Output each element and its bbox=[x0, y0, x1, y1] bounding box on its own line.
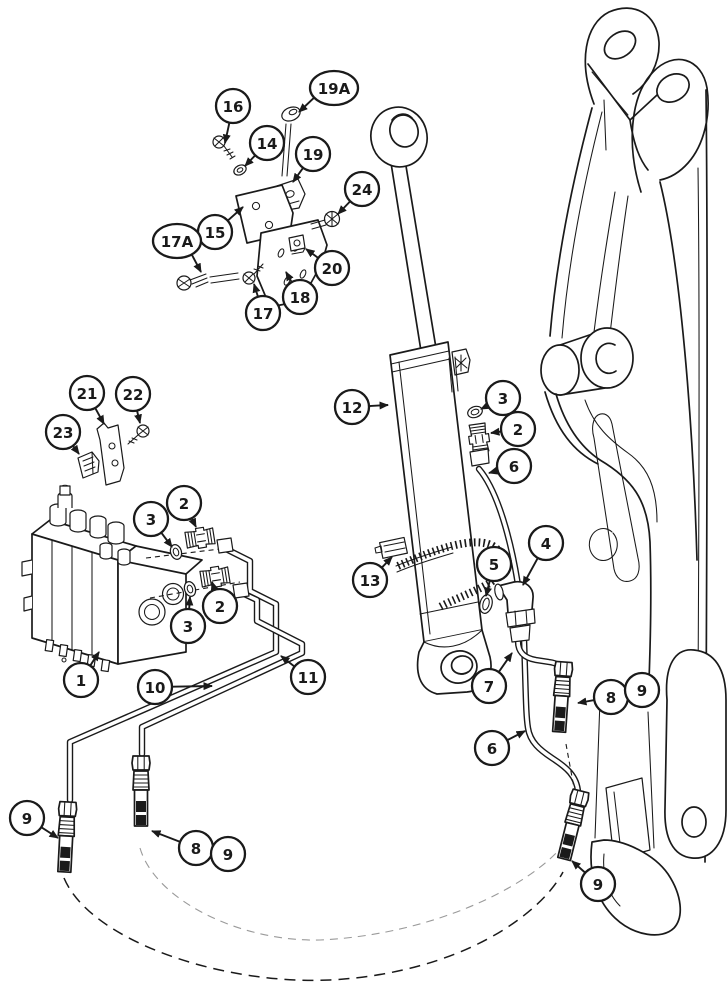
callout-12 bbox=[335, 390, 388, 424]
coupler-9-left bbox=[55, 802, 77, 873]
callout-2-label: 2 bbox=[512, 421, 524, 439]
callout-23-arrow bbox=[73, 446, 79, 454]
callout-12-label: 12 bbox=[341, 399, 363, 417]
tube-10-nut bbox=[233, 583, 249, 598]
fitting-2-valve-b bbox=[200, 565, 231, 589]
callout-3-label: 3 bbox=[145, 511, 157, 529]
callout-8-arrow bbox=[152, 831, 180, 842]
bolt-17A bbox=[177, 273, 239, 290]
callout-19-label: 19 bbox=[302, 146, 324, 164]
callout-9-label: 9 bbox=[222, 846, 234, 864]
callout-7-arrow bbox=[499, 653, 512, 672]
callout-21 bbox=[70, 376, 104, 424]
callout-24-label: 24 bbox=[351, 181, 373, 199]
callout-19A-label: 19A bbox=[317, 80, 351, 98]
bolt-22 bbox=[128, 425, 149, 444]
callout-6-arrow bbox=[489, 471, 498, 473]
callout-14-label: 14 bbox=[256, 135, 278, 153]
callout-7-label: 7 bbox=[483, 678, 495, 696]
callout-8-label: 8 bbox=[190, 840, 202, 858]
bracket-21 bbox=[97, 423, 124, 485]
callout-22 bbox=[116, 377, 150, 423]
callout-13-label: 13 bbox=[359, 572, 381, 590]
callout-6-arrow bbox=[507, 731, 525, 740]
callout-17-arrow bbox=[254, 284, 258, 297]
callout-24-arrow bbox=[338, 201, 350, 214]
callout-2-arrow bbox=[192, 518, 196, 527]
clamp-plate-parts bbox=[78, 423, 149, 485]
callout-2 bbox=[167, 486, 201, 527]
rod-eye bbox=[365, 101, 434, 173]
callout-8-label: 8 bbox=[605, 689, 617, 707]
callout-4-label: 4 bbox=[540, 535, 552, 553]
callout-17A-label: 17A bbox=[160, 233, 194, 251]
callout-1-label: 1 bbox=[75, 672, 87, 690]
callout-19A-arrow bbox=[299, 98, 314, 112]
callout-14 bbox=[245, 126, 284, 166]
callout-9 bbox=[211, 837, 245, 871]
callout-17A bbox=[153, 224, 201, 272]
callout-15 bbox=[198, 207, 243, 249]
tube-11-nut bbox=[217, 538, 233, 553]
callout-4-arrow bbox=[523, 558, 538, 585]
callout-20-label: 20 bbox=[321, 260, 343, 278]
callout-17-label: 17 bbox=[252, 305, 274, 323]
callout-3-arrow bbox=[161, 533, 172, 547]
callout-23-label: 23 bbox=[52, 424, 74, 442]
callout-10-label: 10 bbox=[144, 679, 166, 697]
coupler-9-bottom-right bbox=[555, 789, 589, 861]
callout-22-label: 22 bbox=[122, 386, 144, 404]
callout-6 bbox=[489, 449, 531, 483]
callout-16-arrow bbox=[225, 123, 229, 143]
callout-19 bbox=[293, 137, 330, 182]
callout-10-arrow bbox=[172, 686, 212, 687]
callout-8 bbox=[578, 680, 628, 714]
callout-9-label: 9 bbox=[636, 682, 648, 700]
callout-9-arrow bbox=[572, 861, 585, 873]
callout-5-label: 5 bbox=[488, 556, 500, 574]
callout-4 bbox=[523, 526, 563, 585]
callout-3 bbox=[481, 381, 520, 415]
callout-9 bbox=[625, 673, 659, 707]
elbow-fitting-4 bbox=[493, 582, 535, 642]
callout-8-arrow bbox=[578, 700, 594, 703]
callout-18-label: 18 bbox=[289, 289, 311, 307]
callout-21-label: 21 bbox=[76, 385, 98, 403]
callout-16 bbox=[216, 89, 250, 143]
relief-valve bbox=[58, 485, 72, 508]
cylinder-rod bbox=[391, 160, 436, 351]
callout-22-arrow bbox=[137, 411, 140, 423]
flex-hose-outer bbox=[64, 872, 563, 980]
callout-9-arrow bbox=[41, 827, 58, 838]
callout-12-arrow bbox=[369, 405, 388, 406]
callout-2-label: 2 bbox=[178, 495, 190, 513]
coupler-8-9-mid bbox=[132, 756, 150, 826]
callout-layer bbox=[10, 71, 659, 901]
callout-16-label: 16 bbox=[222, 98, 244, 116]
callout-15-label: 15 bbox=[204, 224, 226, 242]
callout-3-label: 3 bbox=[182, 618, 194, 636]
callout-14-arrow bbox=[245, 155, 255, 166]
callout-3-arrow bbox=[189, 597, 190, 609]
boom-arm-structure bbox=[541, 8, 726, 935]
callout-11 bbox=[281, 656, 325, 694]
o-ring-3-top bbox=[466, 404, 484, 419]
callout-21-arrow bbox=[95, 408, 104, 424]
callout-3-label: 3 bbox=[497, 390, 509, 408]
callout-19A bbox=[299, 71, 358, 112]
bolt-16 bbox=[213, 136, 235, 159]
callout-17A-arrow bbox=[192, 254, 201, 272]
callout-6-label: 6 bbox=[486, 740, 498, 758]
callout-1 bbox=[64, 652, 99, 697]
callout-3 bbox=[134, 502, 172, 547]
callout-9 bbox=[10, 801, 58, 838]
callout-11-label: 11 bbox=[297, 669, 319, 687]
callout-2 bbox=[491, 412, 535, 446]
callout-9-label: 9 bbox=[592, 876, 604, 894]
callout-24 bbox=[338, 172, 379, 214]
clip-23 bbox=[78, 452, 99, 478]
coupler-8-right bbox=[550, 661, 573, 732]
fitting-2-valve-a bbox=[185, 526, 216, 550]
callout-13 bbox=[353, 557, 392, 597]
callout-6-label: 6 bbox=[508, 458, 520, 476]
callout-2-arrow bbox=[491, 431, 501, 433]
hose-6-upper-nut bbox=[470, 449, 489, 466]
callout-6 bbox=[475, 731, 525, 765]
callout-2-label: 2 bbox=[214, 598, 226, 616]
callout-9-label: 9 bbox=[21, 810, 33, 828]
callout-23 bbox=[46, 415, 80, 454]
callout-8 bbox=[152, 831, 213, 865]
